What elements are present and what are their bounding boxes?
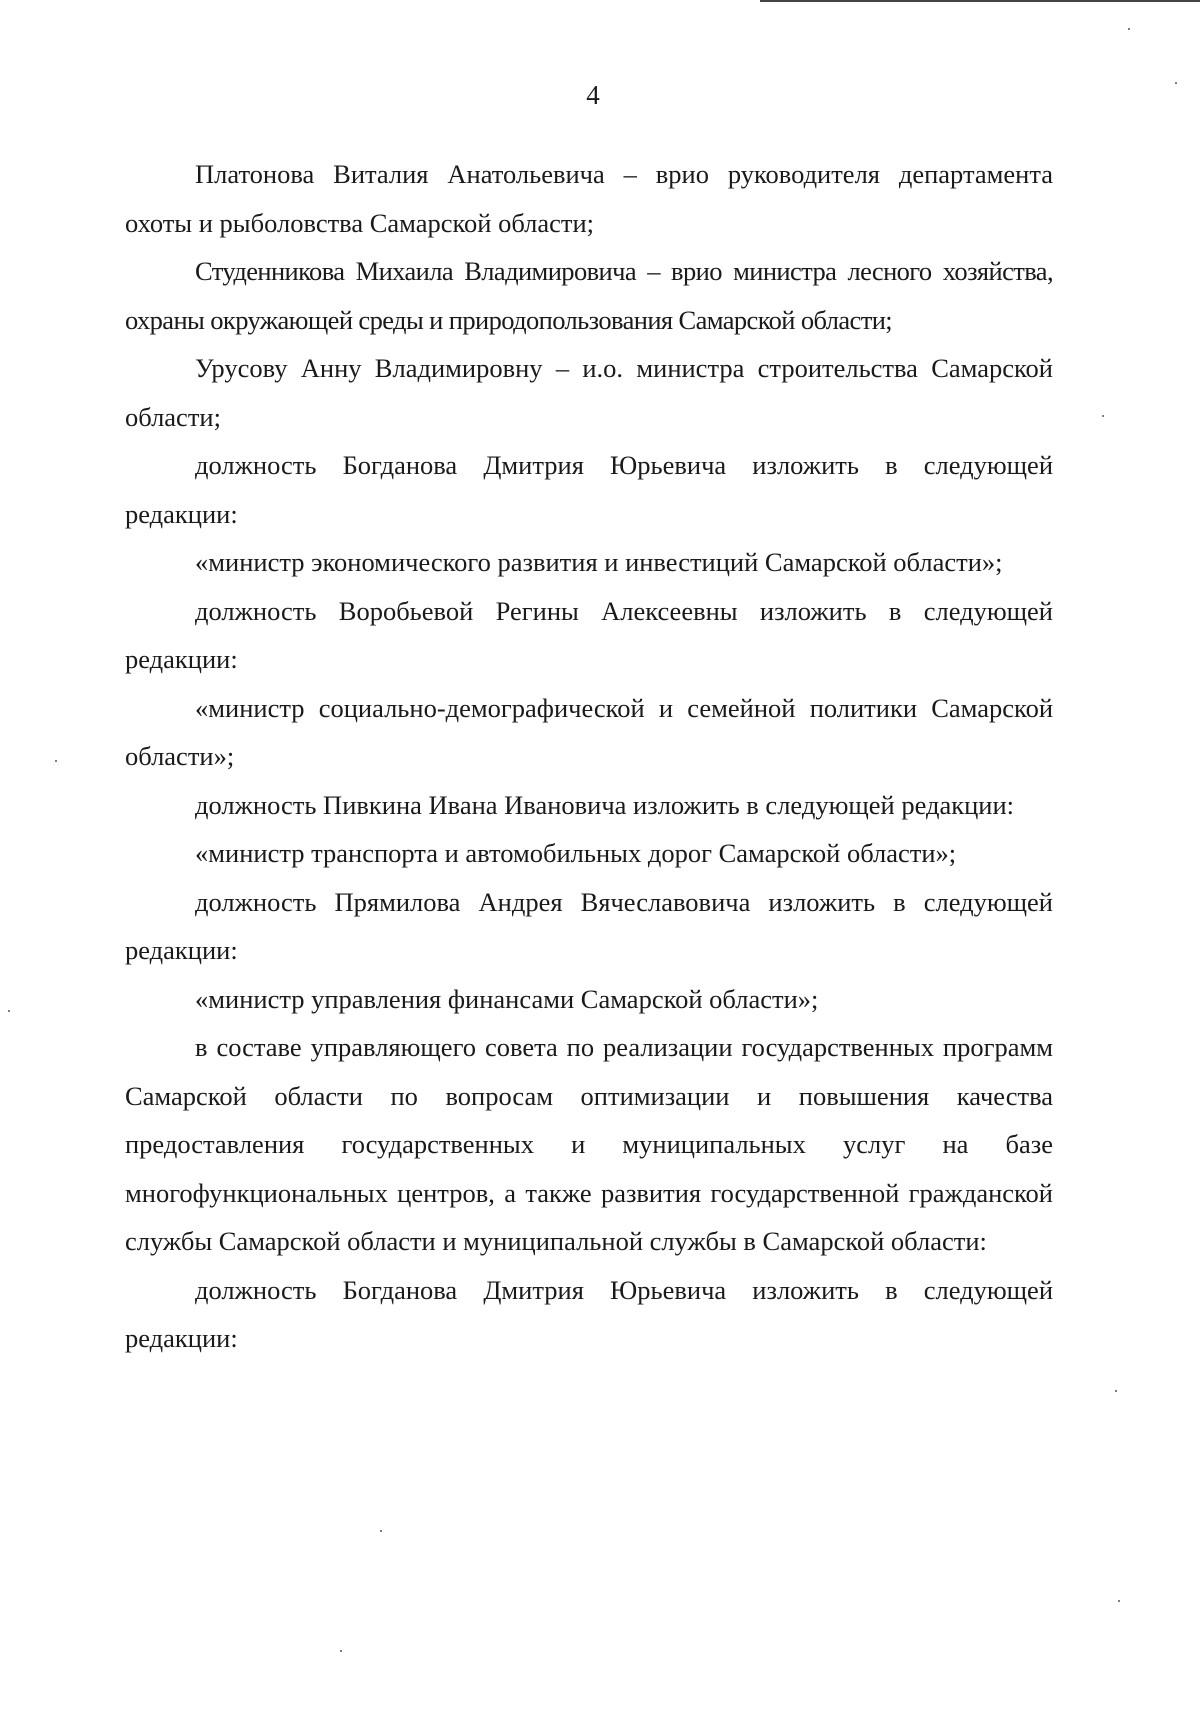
scan-speck — [1175, 82, 1177, 84]
scan-speck — [1102, 415, 1104, 417]
paragraph-bogdanov-position-2: должность Богданова Дмитрия Юрьевича изложить в следующей редакции: — [125, 1274, 1053, 1353]
paragraph-bogdanov-position: должность Богданова Дмитрия Юрьевича изложить в следующей редакции: — [125, 450, 1053, 529]
scan-speck — [340, 1650, 342, 1652]
paragraph-pryamilov-position: должность Прямилова Андрея Вячеславовича изложить в следующей редакции: — [125, 886, 1053, 965]
paragraph-transport-minister: «министр транспорта и автомобильных дорог Самарской области»; — [195, 838, 957, 868]
scan-speck — [1115, 1390, 1117, 1392]
scan-speck — [1118, 1600, 1120, 1602]
paragraph-pivkin-position: должность Пивкина Ивана Ивановича изложить в следующей редакции: — [195, 789, 1015, 820]
page-number: 4 — [586, 80, 600, 110]
top-edge-rule — [760, 0, 1200, 2]
scan-speck — [55, 760, 57, 762]
paragraph-vorobyeva-position: должность Воробьевой Регины Алексеевны изложить в следующей редакции: — [125, 595, 1053, 674]
paragraph-studennikov: Студенникова Михаила Владимировича – врио министра лесного хозяйства, охраны окружающей среды и природопользования Самарской области; — [125, 256, 1053, 335]
scan-speck — [380, 1530, 382, 1532]
paragraph-finance-minister: «министр управления финансами Самарской области»; — [195, 983, 819, 1014]
paragraph-economy-minister: «министр экономического развития и инвестиций Самарской области»; — [195, 547, 1003, 577]
paragraph-social-minister: «министр социально-демографической и семейной политики Самарской области»; — [125, 692, 1053, 771]
scan-speck — [1128, 28, 1130, 30]
paragraph-management-council: в составе управляющего совета по реализации государственных программ Самарской области по вопросам оптимизации и повышения качества предоставления государственных и муниципальных услуг на базе многофункциональных центров, а также развития государственной гражданской службы Самарской области и муниципальной службы в Самарской области: — [125, 1032, 1053, 1256]
paragraph-urusova: Урусову Анну Владимировну – и.о. министра строительства Самарской области; — [125, 353, 1053, 432]
paragraph-platonov: Платонова Виталия Анатольевича – врио руководителя департамента охоты и рыболовства Самарской области; — [125, 159, 1053, 238]
scan-speck — [8, 1010, 10, 1012]
document-body — [125, 150, 1053, 1363]
